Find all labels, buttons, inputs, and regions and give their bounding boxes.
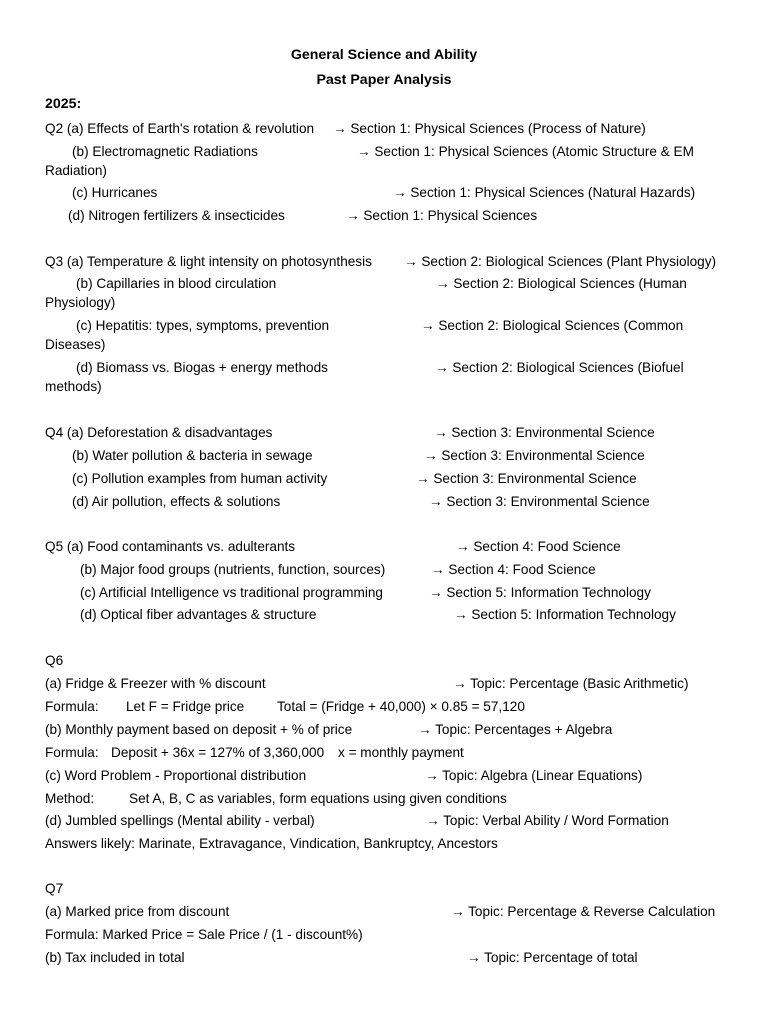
q5-d-line <box>0 608 768 624</box>
q6-d-line <box>0 814 768 830</box>
q6-c-line <box>0 769 768 785</box>
q4-b-line <box>0 449 768 465</box>
q5-a-section: → Section 4: Food Science <box>456 539 621 554</box>
year-heading: 2025: <box>45 96 82 112</box>
q3-c-topic: (c) Hepatitis: types, symptoms, prevention <box>76 318 330 333</box>
q3-b-continuation: Physiology) <box>45 295 116 310</box>
q5-c-topic: (c) Artificial Intelligence vs traditional programming <box>80 585 383 600</box>
q7-formula: Formula: Marked Price = Sale Price / (1 - discount%) <box>45 927 363 942</box>
q3-c-line <box>0 319 768 335</box>
q3-a-topic: Q3 (a) Temperature & light intensity on photosynthesis <box>45 254 372 269</box>
q4-a-section: → Section 3: Environmental Science <box>434 425 655 440</box>
q5-a-line <box>0 540 768 556</box>
q4-a-line <box>0 426 768 442</box>
q3-b-topic: (b) Capillaries in blood circulation <box>76 276 277 291</box>
q2-c-section: → Section 1: Physical Sciences (Natural Hazards) <box>393 185 696 200</box>
document-title: General Science and Ability <box>290 47 478 63</box>
q3-c-continuation: Diseases) <box>45 337 106 352</box>
q6-method-line <box>0 792 768 808</box>
q6-method-text: Set A, B, C as variables, form equations using given conditions <box>129 791 507 806</box>
q4-a-topic: Q4 (a) Deforestation & disadvantages <box>45 425 273 440</box>
q4-b-topic: (b) Water pollution & bacteria in sewage <box>72 448 313 463</box>
q2-d-section: → Section 1: Physical Sciences <box>346 208 538 223</box>
q7-a-topic: (a) Marked price from discount <box>45 904 230 919</box>
q5-b-topic: (b) Major food groups (nutrients, function, sources) <box>80 562 386 577</box>
q6-formula-2-label: Formula: <box>45 745 99 760</box>
q3-b-section: → Section 2: Biological Sciences (Human <box>436 276 687 291</box>
q6-formula-1 <box>0 700 768 716</box>
q6-formula-2-note: x = monthly payment <box>338 745 464 760</box>
q6-b-topic: (b) Monthly payment based on deposit + % of price <box>45 722 353 737</box>
q3-d-topic: (d) Biomass vs. Biogas + energy methods <box>76 360 328 375</box>
q6-a-line <box>0 677 768 693</box>
q5-b-line <box>0 563 768 579</box>
q5-d-section: → Section 5: Information Technology <box>454 607 676 622</box>
q2-a-line <box>0 122 768 138</box>
q4-d-topic: (d) Air pollution, effects & solutions <box>72 494 281 509</box>
q3-b-line <box>0 277 768 293</box>
q4-c-line <box>0 472 768 488</box>
q6-b-line <box>0 723 768 739</box>
q2-d-topic: (d) Nitrogen fertilizers & insecticides <box>68 208 285 223</box>
q6-heading: Q6 <box>45 653 64 668</box>
q5-d-topic: (d) Optical fiber advantages & structure <box>80 607 317 622</box>
q6-formula-1-expression: Total = (Fridge + 40,000) × 0.85 = 57,120 <box>277 699 525 714</box>
q6-a-section: → Topic: Percentage (Basic Arithmetic) <box>453 676 689 691</box>
q5-a-topic: Q5 (a) Food contaminants vs. adulterants <box>45 539 296 554</box>
q7-b-section: → Topic: Percentage of total <box>467 950 638 965</box>
q7-b-topic: (b) Tax included in total <box>45 950 185 965</box>
q5-c-line <box>0 586 768 602</box>
q6-formula-2 <box>0 746 768 762</box>
q4-d-section: → Section 3: Environmental Science <box>429 494 650 509</box>
q4-c-topic: (c) Pollution examples from human activity <box>72 471 328 486</box>
q6-d-section: → Topic: Verbal Ability / Word Formation <box>426 813 669 828</box>
q6-method-label: Method: <box>45 791 95 806</box>
q2-a-section: → Section 1: Physical Sciences (Process of Nature) <box>333 121 646 136</box>
q6-formula-1-definition: Let F = Fridge price <box>126 699 245 714</box>
q3-d-section: → Section 2: Biological Sciences (Biofuel <box>435 360 684 375</box>
q6-c-topic: (c) Word Problem - Proportional distribution <box>45 768 307 783</box>
q2-c-topic: (c) Hurricanes <box>72 185 158 200</box>
q2-d-line <box>0 209 768 225</box>
q6-answers: Answers likely: Marinate, Extravagance, Vindication, Bankruptcy, Ancestors <box>45 836 498 851</box>
q2-b-continuation: Radiation) <box>45 163 107 178</box>
q6-b-section: → Topic: Percentages + Algebra <box>418 722 613 737</box>
q6-c-section: → Topic: Algebra (Linear Equations) <box>425 768 643 783</box>
q5-c-section: → Section 5: Information Technology <box>429 585 651 600</box>
q6-a-topic: (a) Fridge & Freezer with % discount <box>45 676 266 691</box>
q5-b-section: → Section 4: Food Science <box>431 562 596 577</box>
q2-b-section: → Section 1: Physical Sciences (Atomic Structure & EM <box>357 144 694 159</box>
q6-formula-1-label: Formula: <box>45 699 99 714</box>
q4-d-line <box>0 495 768 511</box>
q3-d-line <box>0 361 768 377</box>
q2-b-line <box>0 145 768 161</box>
q7-b-line <box>0 951 768 967</box>
q6-formula-2-expression: Deposit + 36x = 127% of 3,360,000 <box>111 745 325 760</box>
q7-heading: Q7 <box>45 881 64 896</box>
q2-c-line <box>0 186 768 202</box>
q2-a-topic: Q2 (a) Effects of Earth's rotation & revolution <box>45 121 315 136</box>
q3-d-continuation: methods) <box>45 379 102 394</box>
q3-a-line <box>0 255 768 271</box>
q4-b-section: → Section 3: Environmental Science <box>424 448 645 463</box>
q7-a-section: → Topic: Percentage & Reverse Calculation <box>451 904 716 919</box>
q7-a-line <box>0 905 768 921</box>
q2-b-topic: (b) Electromagnetic Radiations <box>72 144 258 159</box>
q3-c-section: → Section 2: Biological Sciences (Common <box>421 318 684 333</box>
q3-a-section: → Section 2: Biological Sciences (Plant Physiology) <box>404 254 717 269</box>
document-subtitle: Past Paper Analysis <box>316 72 452 88</box>
q6-d-topic: (d) Jumbled spellings (Mental ability - verbal) <box>45 813 315 828</box>
q4-c-section: → Section 3: Environmental Science <box>416 471 637 486</box>
